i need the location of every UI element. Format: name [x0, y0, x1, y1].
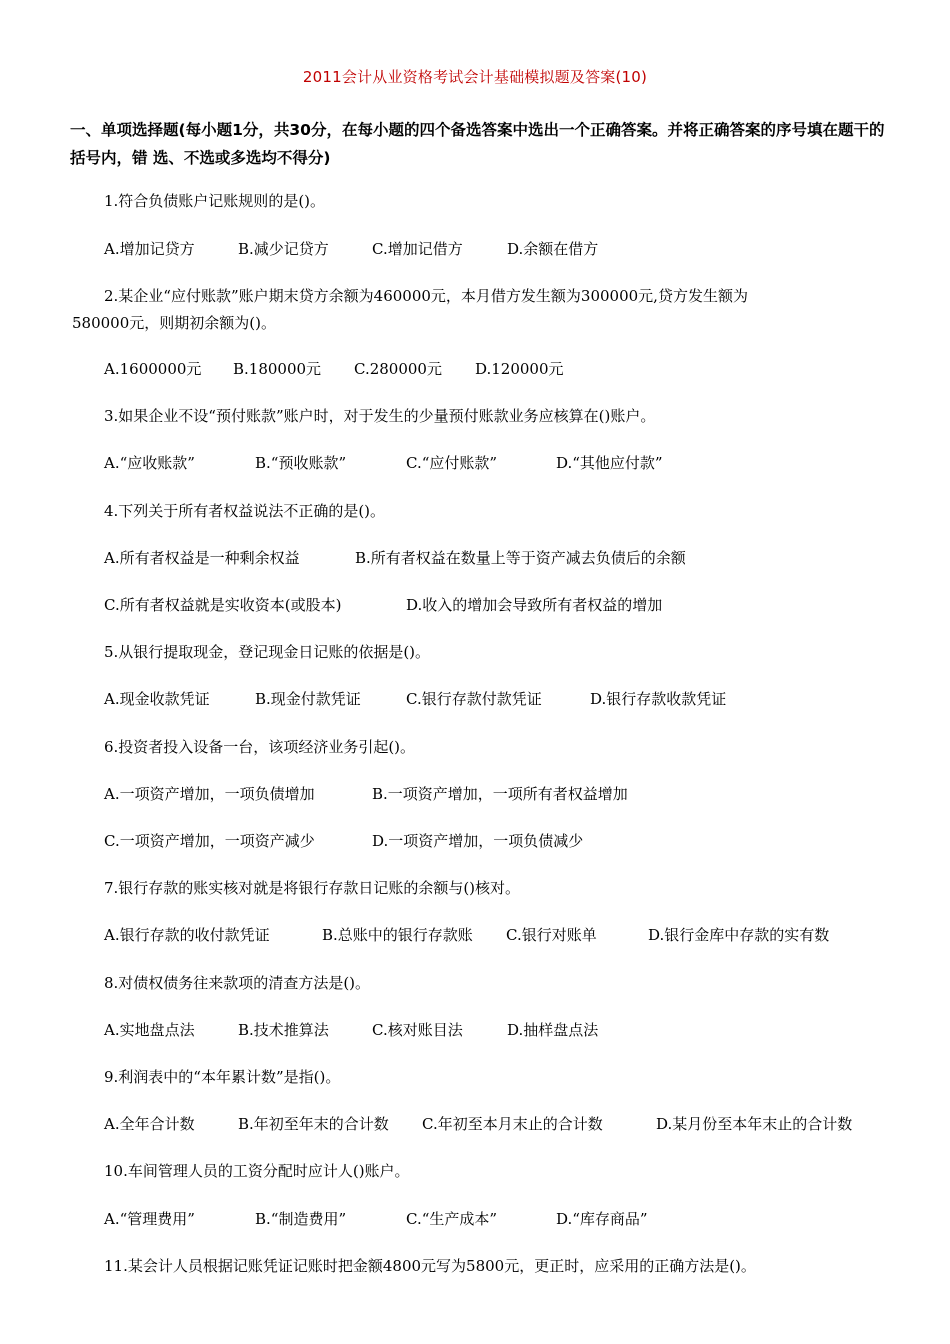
question-stem: 5.从银行提取现金，登记现金日记账的依据是()。 — [104, 643, 431, 661]
option-c: C.银行存款付款凭证 — [406, 690, 542, 708]
section-heading: 一、单项选择题(每小题1分，共30分，在每小题的四个备选答案中选出一个正确答案。并将正确答案的序号填在题干的括号内，错 选、不选或多选均不得分) — [70, 121, 885, 167]
option-c: C.所有者权益就是实收资本(或股本) — [104, 596, 342, 614]
question-stem: 9.利润表中的“本年累计数”是指()。 — [104, 1068, 341, 1086]
option-b: B.减少记贷方 — [238, 240, 329, 258]
option-a: A.所有者权益是一种剩余权益 — [104, 549, 300, 567]
option-a: A.“管理费用” — [104, 1210, 195, 1228]
question-stem: 2.某企业“应付账款”账户期末贷方余额为460000元，本月借方发生额为300000元,贷方发生额为 — [104, 287, 748, 305]
option-d: D.银行金库中存款的实有数 — [648, 926, 830, 944]
option-b: B.所有者权益在数量上等于资产减去负债后的余额 — [355, 549, 686, 567]
option-b: B.年初至年末的合计数 — [238, 1115, 389, 1133]
option-a: A.现金收款凭证 — [104, 690, 210, 708]
option-a: A.银行存款的收付款凭证 — [104, 926, 270, 944]
question-stem: 7.银行存款的账实核对就是将银行存款日记账的余额与()核对。 — [104, 879, 521, 897]
option-c: C.“应付账款” — [406, 454, 498, 472]
option-c: C.核对账目法 — [372, 1021, 463, 1039]
question-stem-continued: 580000元，则期初余额为()。 — [72, 314, 276, 332]
option-b: B.技术推算法 — [238, 1021, 329, 1039]
option-d: D.“库存商品” — [556, 1210, 648, 1228]
option-d: D.120000元 — [475, 360, 564, 378]
option-b: B.180000元 — [233, 360, 322, 378]
option-d: D.“其他应付款” — [556, 454, 663, 472]
option-a: A.实地盘点法 — [104, 1021, 195, 1039]
question-stem: 3.如果企业不设“预付账款”账户时，对于发生的少量预付账款业务应核算在()账户。 — [104, 407, 656, 425]
option-d: D.某月份至本年末止的合计数 — [656, 1115, 853, 1133]
option-d: D.抽样盘点法 — [507, 1021, 599, 1039]
option-a: A.1600000元 — [104, 360, 202, 378]
option-b: B.总账中的银行存款账 — [322, 926, 473, 944]
option-b: B.“制造费用” — [255, 1210, 347, 1228]
option-b: B.“预收账款” — [255, 454, 347, 472]
option-b: B.一项资产增加，一项所有者权益增加 — [372, 785, 628, 803]
option-c: C.280000元 — [354, 360, 442, 378]
option-a: A.增加记贷方 — [104, 240, 195, 258]
option-d: D.一项资产增加，一项负债减少 — [372, 832, 584, 850]
question-stem: 6.投资者投入设备一台，该项经济业务引起()。 — [104, 738, 416, 756]
option-c: C.一项资产增加，一项资产减少 — [104, 832, 315, 850]
question-stem: 1.符合负债账户记账规则的是()。 — [104, 192, 326, 210]
option-d: D.余额在借方 — [507, 240, 599, 258]
question-stem: 4.下列关于所有者权益说法不正确的是()。 — [104, 502, 386, 520]
question-stem: 10.车间管理人员的工资分配时应计人()账户。 — [104, 1162, 410, 1180]
option-d: D.收入的增加会导致所有者权益的增加 — [406, 596, 663, 614]
question-stem: 11.某会计人员根据记账凭证记账时把金额4800元写为5800元，更正时，应采用的正确方法是()。 — [104, 1257, 756, 1275]
option-d: D.银行存款收款凭证 — [590, 690, 727, 708]
option-a: A.全年合计数 — [104, 1115, 195, 1133]
option-a: A.“应收账款” — [104, 454, 195, 472]
option-b: B.现金付款凭证 — [255, 690, 361, 708]
option-c: C.“生产成本” — [406, 1210, 498, 1228]
option-c: C.增加记借方 — [372, 240, 463, 258]
question-stem: 8.对债权债务往来款项的清查方法是()。 — [104, 974, 371, 992]
document-title: 2011会计从业资格考试会计基础模拟题及答案(10) — [302, 68, 648, 86]
option-c: C.年初至本月末止的合计数 — [422, 1115, 603, 1133]
option-c: C.银行对账单 — [506, 926, 597, 944]
option-a: A.一项资产增加，一项负债增加 — [104, 785, 315, 803]
